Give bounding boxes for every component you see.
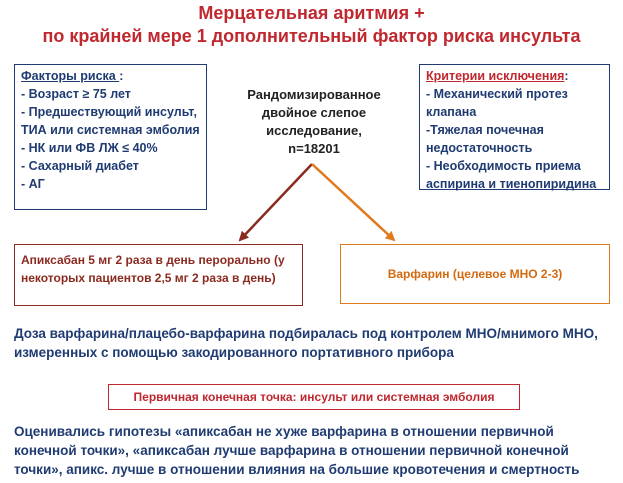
primary-endpoint-box xyxy=(108,384,520,410)
risk-factor-item: - АГ xyxy=(21,177,45,191)
trial-line-4: n=18201 xyxy=(288,141,340,156)
warfarin-arm-box xyxy=(340,244,610,304)
risk-factors-heading: Факторы риска : xyxy=(21,69,124,83)
title-line-2: по крайней мере 1 дополнительный фактор риска инсульта xyxy=(42,26,581,46)
risk-factor-item: - Предшествующий инсульт, ТИА или системная эмболия xyxy=(21,105,200,137)
hypotheses-text: Оценивались гипотезы «апиксабан не хуже варфарина в отношении первичной конечной точки», «апиксабан лучше варфарина в отношении первичной конечной точки», апикс. лучше в отношении влияния на большие кровотечения и смертность xyxy=(14,424,580,477)
exclusion-heading: Критерии исключения: xyxy=(426,69,569,83)
title-line-1: Мерцательная аритмия + xyxy=(198,3,425,23)
primary-endpoint-label: Первичная конечная точка: инсульт или системная эмболия xyxy=(133,390,495,404)
risk-factor-item: - НК или ФВ ЛЖ ≤ 40% xyxy=(21,141,158,155)
exclusion-item: -Тяжелая почечная недостаточность xyxy=(426,123,544,155)
risk-factor-item: - Сахарный диабет xyxy=(21,159,139,173)
trial-line-2: двойное слепое xyxy=(261,105,367,120)
trial-line-1: Рандомизированное xyxy=(247,87,381,102)
apixaban-arrow xyxy=(240,164,312,240)
exclusion-item: - Механический протез клапана xyxy=(426,87,568,119)
trial-line-3: исследование, xyxy=(266,123,362,138)
apixaban-arm-box: Апиксабан 5 мг 2 раза в день перорально (у некоторых пациентов 2,5 мг 2 раза в день) xyxy=(14,244,303,306)
warfarin-arrow xyxy=(312,164,394,240)
warfarin-arm-label: Варфарин (целевое МНО 2-3) xyxy=(387,267,563,281)
exclusion-item: - Необходимость приема аспирина и тиенопиридина xyxy=(426,159,597,191)
dose-note: Доза варфарина/плацебо-варфарина подбиралась под контролем МНО/мнимого МНО, измеренных с помощью закодированного портативного прибора xyxy=(14,326,598,360)
risk-factor-item: - Возраст ≥ 75 лет xyxy=(21,87,131,101)
